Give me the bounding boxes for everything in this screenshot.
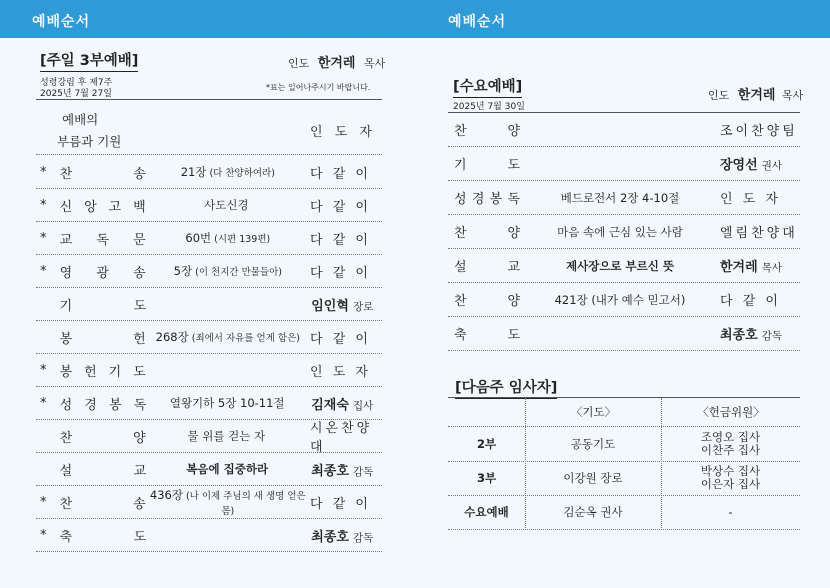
sunday-order-row	[36, 519, 382, 551]
order-presider	[720, 120, 800, 139]
order-item	[60, 394, 146, 413]
order-item-char: 경	[471, 192, 485, 207]
next-week-offering-2: 이은자 집사	[700, 477, 761, 491]
sunday-season: 성령강림 후 제7주	[40, 78, 113, 88]
order-presider-name: 엘림찬양대	[720, 226, 798, 241]
order-description	[146, 164, 310, 180]
next-week-col-offering: 〈헌금위원〉	[697, 405, 765, 419]
row-divider	[448, 350, 800, 351]
order-presider	[311, 460, 382, 479]
order-item-char: 찬	[454, 226, 467, 241]
order-description-main: 60번	[185, 231, 212, 245]
wednesday-leader	[708, 84, 803, 103]
order-description	[146, 363, 310, 377]
next-week-offering	[661, 465, 800, 491]
order-item-char: 찬	[59, 430, 73, 446]
order-item-char: 송	[133, 496, 146, 512]
order-description	[146, 197, 310, 213]
sunday-leader-name: 한겨레	[317, 56, 356, 71]
order-description	[146, 428, 310, 444]
order-presider-name: 한겨레	[720, 260, 758, 275]
order-description	[146, 329, 310, 345]
order-description	[146, 395, 311, 411]
next-week-offering	[661, 431, 800, 457]
next-week-prayer: 김순옥 권사	[563, 505, 623, 519]
order-item	[60, 460, 146, 479]
sunday-order-row	[36, 222, 382, 254]
order-presider	[310, 196, 382, 215]
order-item-char: 성	[454, 192, 467, 207]
order-description-detail: (나 이제 주님의 새 생명 얻은 몸)	[185, 491, 306, 517]
order-description: 마음 속에 근심 있는 사람	[557, 224, 683, 239]
order-item-char: 도	[133, 298, 147, 314]
standing-marker: *	[40, 230, 47, 246]
order-presider-name: 인 도 자	[310, 364, 371, 380]
sunday-leader-title: 목사	[363, 57, 386, 70]
order-presider	[310, 262, 382, 281]
order-item-char: 찬	[454, 124, 467, 139]
order-presider-name: 시온찬양대	[310, 421, 373, 455]
order-description	[146, 263, 310, 279]
sunday-divider	[36, 99, 382, 100]
order-item-char: 양	[133, 430, 146, 446]
order-presider	[720, 188, 800, 207]
order-item-char: 양	[507, 226, 520, 241]
order-presider	[310, 417, 382, 455]
order-item	[60, 361, 146, 380]
order-item-char: 송	[133, 166, 146, 182]
order-item-char: 앙	[84, 199, 97, 215]
order-item-char: 기	[59, 298, 73, 314]
order-item	[60, 262, 146, 281]
sunday-order-row	[36, 288, 382, 320]
wednesday-order-row	[448, 249, 800, 282]
sunday-service-title: [주일 3부예배]	[40, 49, 138, 72]
order-presider-title: 감독	[352, 531, 374, 544]
order-item-char: 봉	[59, 364, 73, 380]
next-week-offering	[661, 506, 800, 519]
order-presider-name: 최종호	[311, 529, 349, 545]
order-description-main: 21장	[180, 165, 207, 179]
order-description-main: 436장	[149, 488, 183, 502]
order-description-detail: (이 천지간 만물들아)	[195, 267, 282, 278]
wednesday-order-row	[448, 317, 800, 350]
order-item-char: 설	[454, 260, 467, 275]
order-item-char: 봉	[108, 397, 122, 413]
order-item-char: 교	[59, 232, 73, 248]
order-presider	[720, 290, 800, 309]
order-presider-name: 다 같 이	[310, 199, 371, 215]
next-week-row	[448, 427, 800, 461]
order-item-char: 찬	[454, 294, 467, 309]
sunday-order-row	[36, 453, 382, 485]
order-item-char: 헌	[84, 364, 97, 380]
standing-marker: *	[40, 197, 47, 213]
sunday-order-row	[36, 189, 382, 221]
wednesday-leader-label: 인도	[708, 89, 730, 102]
wednesday-order-row	[448, 147, 800, 180]
sunday-order-row	[36, 387, 382, 419]
order-presider-name: 인 도 자	[720, 192, 781, 207]
standing-marker: *	[40, 263, 47, 279]
order-item-char: 도	[133, 364, 146, 380]
order-presider-title: 감독	[761, 330, 782, 342]
order-item	[448, 324, 520, 343]
sunday-order-row	[36, 255, 382, 287]
order-item-char: 도	[507, 158, 520, 173]
order-description	[146, 230, 310, 246]
order-presider-title: 권사	[761, 160, 782, 172]
order-item-char: 독	[96, 232, 109, 248]
order-presider	[720, 222, 800, 241]
standing-marker: *	[40, 395, 47, 411]
order-description-detail: (시편 139편)	[214, 234, 271, 245]
order-presider	[310, 493, 382, 512]
order-item-char: 백	[133, 199, 146, 215]
order-description	[146, 461, 311, 477]
order-item	[60, 526, 146, 545]
order-item-char: 설	[59, 463, 73, 479]
order-presider	[310, 328, 382, 347]
order-item-char: 고	[108, 199, 122, 215]
order-item-char: 교	[133, 463, 147, 479]
order-description-main: 사도신경	[204, 198, 249, 212]
order-description-main: 물 위를 걷는 자	[187, 429, 266, 443]
order-item-char: 축	[59, 529, 73, 545]
order-item	[60, 163, 146, 182]
order-presider-name: 다 같 이	[310, 232, 371, 248]
order-description: 421장 (내가 예수 믿고서)	[554, 292, 686, 307]
order-presider-name: 다 같 이	[310, 496, 371, 512]
next-week-service: 수요예배	[464, 505, 509, 519]
opening-line1: 예배의	[62, 112, 99, 127]
order-description-main: 268장	[155, 330, 189, 344]
order-presider	[311, 526, 382, 545]
order-item-char: 영	[59, 265, 73, 281]
order-presider-title: 집사	[352, 399, 374, 412]
standing-marker: *	[40, 164, 47, 180]
order-item-char: 송	[133, 265, 146, 281]
sunday-leader-label: 인도	[288, 57, 310, 70]
next-week-service: 3부	[476, 471, 497, 485]
order-description: 베드로전서 2장 4-10절	[560, 190, 680, 205]
order-presider-name: 조이찬양팀	[720, 124, 798, 139]
next-week-offering-1: -	[728, 504, 733, 519]
order-presider-name: 최종호	[720, 328, 758, 343]
order-item-char: 기	[108, 364, 122, 380]
order-item	[448, 154, 520, 173]
order-item-char: 독	[133, 397, 147, 413]
sunday-order-row	[36, 486, 382, 518]
order-item	[60, 427, 146, 446]
wednesday-order-row	[448, 181, 800, 214]
order-item-char: 찬	[59, 166, 73, 182]
header-title-right: 예배순서	[448, 14, 507, 30]
wednesday-order-row	[448, 283, 800, 316]
order-item-char: 봉	[59, 331, 73, 347]
order-presider-name: 김재숙	[311, 397, 349, 413]
order-description	[146, 528, 311, 542]
order-presider	[310, 163, 382, 182]
order-item	[448, 188, 520, 207]
order-description-main: 복음에 집중하라	[186, 462, 269, 476]
sunday-order-row	[36, 420, 382, 455]
order-description-main: 열왕기하 5장 10-11절	[169, 396, 285, 410]
order-description: 제사장으로 부르신 뜻	[566, 258, 674, 273]
order-presider-name: 다 같 이	[310, 331, 371, 347]
order-item	[448, 222, 520, 241]
wednesday-service-title: [수요예배]	[453, 75, 522, 98]
order-item-char: 교	[507, 260, 520, 275]
wednesday-date: 2025년 7월 30일	[453, 102, 525, 112]
order-presider-name: 장영선	[720, 158, 758, 173]
order-presider	[720, 256, 800, 275]
order-presider-name: 최종호	[311, 463, 349, 479]
row-divider	[448, 529, 800, 530]
order-presider	[720, 324, 800, 343]
next-week-service: 2부	[476, 437, 497, 451]
wednesday-order-row	[448, 215, 800, 248]
order-item-char: 광	[96, 265, 109, 281]
order-item-char: 축	[454, 328, 467, 343]
order-description	[146, 297, 311, 311]
order-item-char: 봉	[489, 192, 503, 207]
order-presider-title: 감독	[352, 465, 374, 478]
next-week-row	[448, 461, 800, 495]
order-presider	[310, 229, 382, 248]
order-item-char: 찬	[59, 496, 73, 512]
order-description-detail: (다 찬양하여라)	[209, 168, 275, 179]
order-item	[448, 256, 520, 275]
standing-marker: *	[40, 362, 47, 378]
order-presider-name: 다 같 이	[310, 166, 371, 182]
order-presider-name: 다 같 이	[720, 294, 781, 309]
next-week-top-border	[448, 397, 800, 398]
order-item-char: 성	[59, 397, 73, 413]
order-item-char: 도	[133, 529, 147, 545]
order-item	[60, 196, 146, 215]
header-title-left: 예배순서	[32, 14, 91, 30]
order-presider	[311, 295, 382, 314]
order-presider-name: 다 같 이	[310, 265, 371, 281]
next-week-title: [다음주 임사자]	[455, 376, 557, 399]
order-presider-title: 장로	[352, 300, 374, 313]
next-week-offering-1: 박상수 집사	[700, 464, 761, 478]
order-item	[60, 295, 146, 314]
order-description	[146, 487, 310, 517]
order-item-char: 양	[507, 124, 520, 139]
wednesday-leader-title: 목사	[781, 89, 804, 102]
order-item-char: 문	[133, 232, 146, 248]
standing-marker: *	[40, 527, 47, 543]
order-item	[60, 493, 146, 512]
order-item	[448, 290, 520, 309]
order-presider-title: 목사	[761, 262, 782, 274]
sunday-order-row	[36, 321, 382, 353]
sunday-date: 2025년 7월 27일	[40, 89, 112, 99]
order-presider-name: 임인혁	[311, 298, 349, 314]
next-week-prayer: 이강원 장로	[563, 471, 623, 485]
standing-marker: *	[40, 494, 47, 510]
order-item-char: 신	[59, 199, 73, 215]
row-divider	[36, 551, 382, 552]
order-item	[60, 229, 146, 248]
wednesday-order-row	[448, 113, 800, 146]
wednesday-leader-name: 한겨레	[737, 88, 776, 103]
sunday-order-row	[36, 156, 382, 188]
opening-line2: 부름과 기원	[57, 134, 122, 149]
order-item-char: 독	[507, 192, 520, 207]
sunday-standing-note: *표는 일어나주시기 바랍니다.	[266, 83, 371, 92]
header-bar	[0, 0, 830, 38]
next-week-col-prayer: 〈기도〉	[570, 405, 617, 419]
sunday-order-row	[36, 354, 382, 386]
next-week-row	[448, 495, 800, 529]
order-presider	[720, 154, 800, 173]
order-item-char: 헌	[133, 331, 146, 347]
order-item-char: 도	[507, 328, 520, 343]
order-description-detail: (죄에서 자유를 얻게 함은)	[191, 333, 300, 344]
next-week-offering-1: 조영오 집사	[700, 430, 761, 444]
order-item	[448, 120, 520, 139]
order-item-char: 양	[507, 294, 520, 309]
row-divider	[36, 154, 382, 155]
order-presider	[311, 394, 382, 413]
order-description-main: 5장	[173, 264, 193, 278]
next-week-prayer: 공동기도	[570, 437, 616, 451]
order-presider	[310, 361, 382, 380]
order-item-char: 경	[84, 397, 97, 413]
next-week-offering-2: 이찬주 집사	[700, 443, 761, 457]
order-item	[60, 328, 146, 347]
sunday-leader	[288, 52, 385, 71]
order-item-char: 기	[454, 158, 467, 173]
opening-right: 인 도 자	[310, 125, 376, 140]
